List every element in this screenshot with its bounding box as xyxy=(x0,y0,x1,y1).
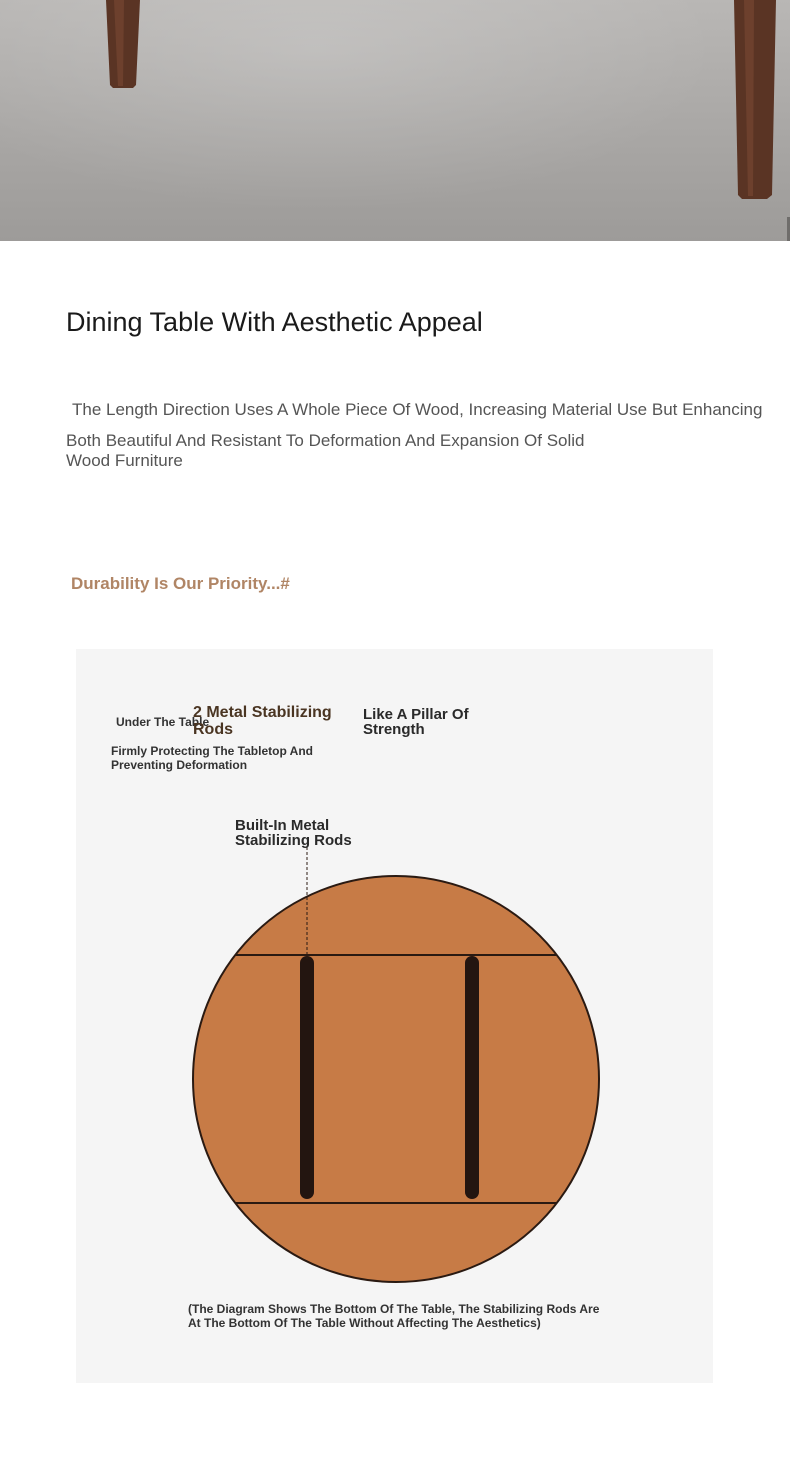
page-title: Dining Table With Aesthetic Appeal xyxy=(66,307,483,337)
under-table-label: Under The Table xyxy=(116,715,210,729)
protection-label: Firmly Protecting The Tabletop And Preventing Deformation xyxy=(111,744,314,772)
hero-photo xyxy=(0,0,790,241)
description-line-2: Both Beautiful And Resistant To Deformation And Expansion Of Solid Wood Furniture xyxy=(66,431,585,470)
diagram-caption: (The Diagram Shows The Bottom Of The Table, The Stabilizing Rods Are At The Bottom Of The Table Without Affecting The Aesthetics) xyxy=(188,1302,600,1330)
pillar-label: Like A Pillar Of Strength xyxy=(363,706,469,738)
description-line-1: The Length Direction Uses A Whole Piece Of Wood, Increasing Material Use But Enhancing xyxy=(72,400,763,419)
built-in-rods-label: Built-In Metal Stabilizing Rods xyxy=(235,817,352,849)
tabletop-circle xyxy=(193,876,599,1282)
stabilizing-rods-panel xyxy=(76,649,713,1383)
description xyxy=(66,397,790,471)
table-legs-graphic xyxy=(0,0,790,241)
durability-heading: Durability Is Our Priority...# xyxy=(71,574,290,593)
rods-title-label: 2 Metal Stabilizing Rods xyxy=(193,704,332,738)
